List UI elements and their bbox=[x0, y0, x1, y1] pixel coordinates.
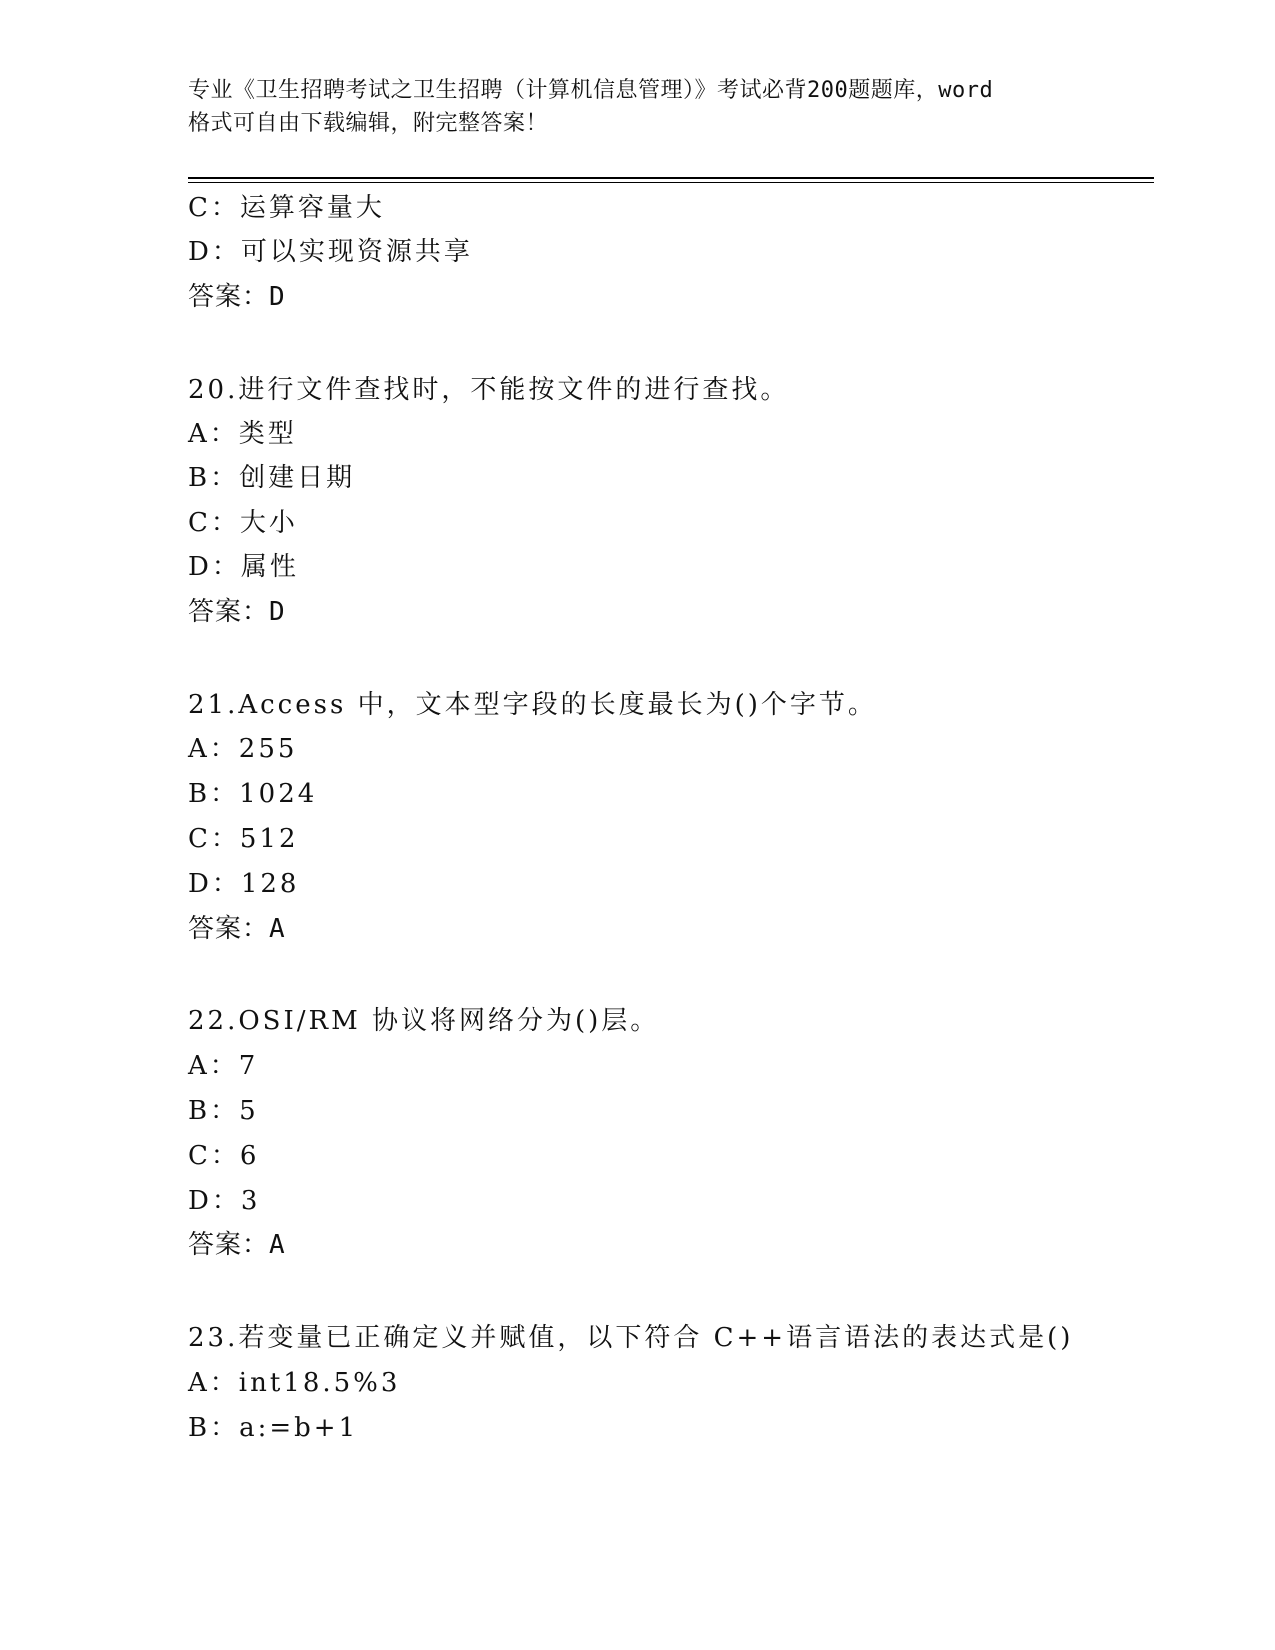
q19-option-c: C：运算容量大 bbox=[188, 193, 385, 223]
q21-question: 21.Access 中，文本型字段的长度最长为()个字节。 bbox=[188, 690, 877, 720]
q20-option-a: A：类型 bbox=[188, 419, 297, 449]
q22-question: 22.OSI/RM 协议将网络分为()层。 bbox=[188, 1006, 660, 1036]
q21-option-c: C：512 bbox=[188, 824, 299, 854]
q21-option-a: A：255 bbox=[188, 734, 298, 764]
header-title-line-2: 格式可自由下载编辑，附完整答案！ bbox=[188, 111, 549, 136]
header-divider-thin bbox=[188, 182, 1154, 183]
q20-option-c: C：大小 bbox=[188, 508, 298, 538]
q19-answer: 答案：D bbox=[188, 282, 286, 312]
q22-answer: 答案：A bbox=[188, 1230, 286, 1260]
q19-option-d: D：可以实现资源共享 bbox=[188, 237, 473, 267]
q23-question: 23.若变量已正确定义并赋值，以下符合 C++语言语法的表达式是() bbox=[188, 1323, 1074, 1353]
q22-option-c: C：6 bbox=[188, 1141, 260, 1171]
q23-option-b: B：a:=b+1 bbox=[188, 1413, 359, 1443]
q22-option-d: D：3 bbox=[188, 1186, 261, 1216]
q21-answer: 答案：A bbox=[188, 914, 286, 944]
q21-option-b: B：1024 bbox=[188, 779, 318, 809]
q20-answer: 答案：D bbox=[188, 597, 286, 627]
q21-option-d: D：128 bbox=[188, 869, 300, 899]
q20-question: 20.进行文件查找时，不能按文件的进行查找。 bbox=[188, 375, 790, 405]
q22-option-a: A：7 bbox=[188, 1051, 259, 1081]
q23-option-a: A：int18.5%3 bbox=[188, 1368, 401, 1398]
document-header bbox=[188, 74, 1088, 140]
header-divider-thick bbox=[188, 177, 1154, 179]
q20-option-d: D：属性 bbox=[188, 552, 299, 582]
header-title-line-1: 专业《卫生招聘考试之卫生招聘（计算机信息管理）》考试必背200题题库，word bbox=[188, 78, 994, 103]
q22-option-b: B：5 bbox=[188, 1096, 259, 1126]
q20-option-b: B：创建日期 bbox=[188, 463, 356, 493]
